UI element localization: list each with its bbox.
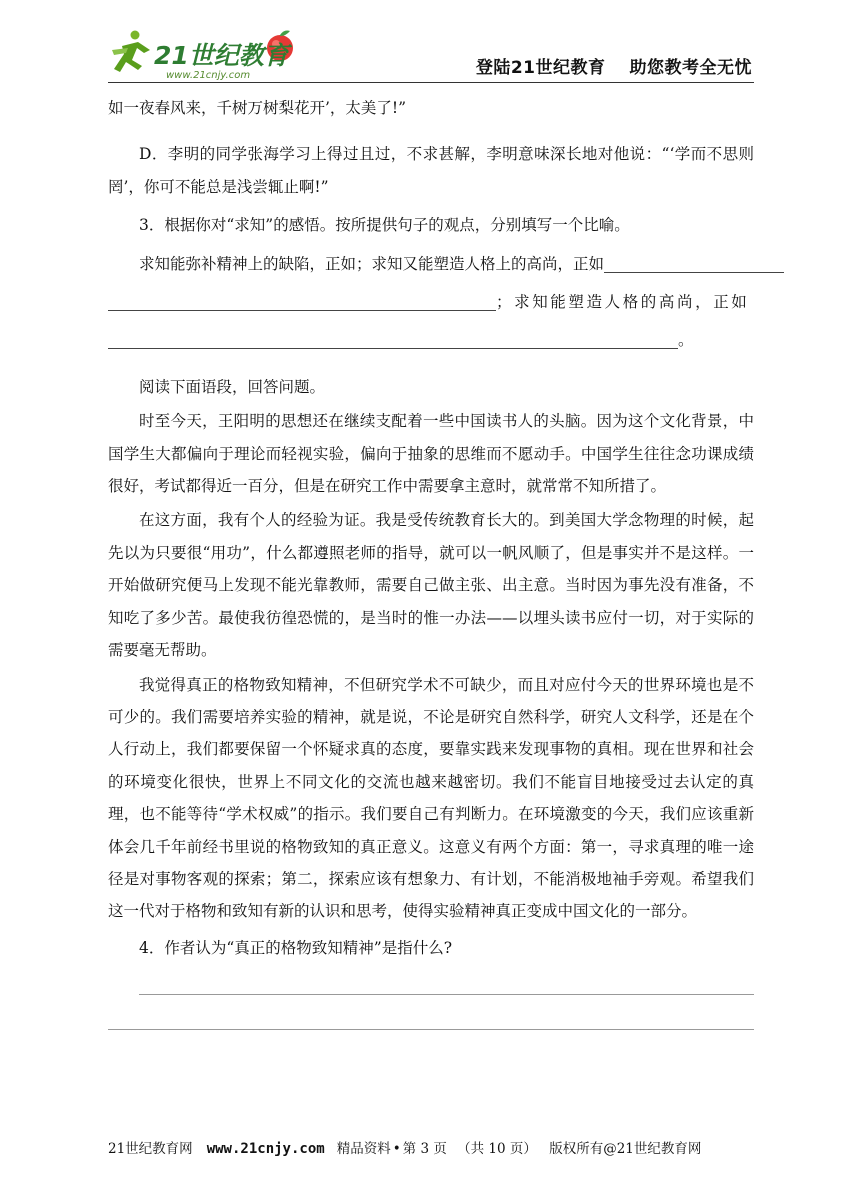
slogan-left: 登陆21世纪教育 (475, 58, 606, 78)
answer-line-1[interactable] (139, 964, 754, 995)
page-footer: 21世纪教育网 www.21cnjy.com 精品资料 • 第 3 页 （共 10 页） 版权所有@21世纪教育网 (108, 1141, 702, 1157)
logo-url: www.21cnjy.com (166, 70, 251, 81)
site-logo (108, 26, 308, 82)
running-figure-icon (112, 31, 150, 73)
paragraph-option-d: D．李明的同学张海学习上得过且过，不求甚解，李明意味深长地对他说：“‘学而不思则罔’，你可不能总是浅尝辄止啊!” (108, 145, 754, 196)
footer-copyright: 版权所有@21世纪教育网 (549, 1141, 702, 1157)
question-3-fill: 求知能弥补精神上的缺陷，正如；求知又能塑造人格上的高尚，正如 (108, 248, 754, 280)
reading-paragraph-2: 在这方面，我有个人的经验为证。我是受传统教育长大的。到美国大学念物理的时候，起先以为只要很“用功”，什么都遵照老师的指导，就可以一帆风顺了，但是事实并不是这样。一开始做研究便马上发现不能光靠教师，需要自己做主张、出主意。当时因为事先没有准备，不知吃了多少苦。最使我彷徨恐慌的，是当时的惟一办法——以埋头读书应付一切，对于实际的需要毫无帮助。 (108, 511, 754, 660)
answer-line-2[interactable] (108, 999, 754, 1030)
footer-page: 第 3 页 (402, 1141, 447, 1157)
question-3-fill-line2 (108, 286, 754, 318)
footer-label: 精品资料 (336, 1141, 391, 1157)
document-body (108, 92, 754, 1030)
slogan-right: 助您教考全无忧 (629, 58, 752, 78)
answer-blank-2[interactable] (108, 290, 496, 311)
question-4: 4．作者认为“真正的格物致知精神”是指什么? (139, 938, 453, 957)
reading-paragraph-3: 我觉得真正的格物致知精神，不但研究学术不可缺少，而且对应付今天的世界环境也是不可少的。我们需要培养实验的精神，就是说，不论是研究自然科学，研究人文科学，还是在个人行动上，我们都要保留一个怀疑求真的态度，要靠实践来发现事物的真相。现在世界和社会的环境变化很快，世界上不同文化的交流也越来越密切。我们不能盲目地接受过去认定的真理，也不能等待“学术权威”的指示。我们要自己有判断力。在环境激变的今天，我们应该重新体会几千年前经书里说的格物致知的真正意义。这意义有两个方面：第一，寻求真理的唯一途径是对事物客观的探索；第二，探索应该有想象力、有计划，不能消极地袖手旁观。希望我们这一代对于格物和致知有新的认识和思考，使得实验精神真正变成中国文化的一部分。 (108, 675, 754, 921)
footer-total: （共 10 页） (457, 1141, 537, 1157)
footer-url[interactable]: www.21cnjy.com (206, 1141, 325, 1157)
answer-blank-3[interactable] (108, 328, 678, 349)
question-3-tail: ；求知能塑造人格的高尚，正如 (496, 293, 750, 312)
paragraph-c-end: 如一夜春风来，千树万树梨花开’，太美了!” (108, 99, 407, 117)
question-3-end: 。 (678, 331, 694, 350)
question-3-fill-line3 (108, 324, 754, 356)
reading-paragraph-1: 时至今天，王阳明的思想还在继续支配着一些中国读书人的头脑。因为这个文化背景，中国学生大都偏向于理论而轻视实验，偏向于抽象的思维而不愿动手。中国学生往往念功课成绩很好，考试都得近一百分，但是在研究工作中需要拿主意时，就常常不知所措了。 (108, 412, 754, 496)
question-3: 3．根据你对“求知”的感悟。按所提供句子的观点，分别填写一个比喻。 (139, 216, 630, 235)
footer-site: 21世纪教育网 (108, 1141, 193, 1157)
logo-text: 21世纪教育 (154, 41, 289, 70)
header-slogan (476, 53, 752, 78)
reading-intro: 阅读下面语段，回答问题。 (139, 377, 326, 396)
page-header (108, 26, 754, 83)
answer-blank-1[interactable] (604, 252, 784, 273)
